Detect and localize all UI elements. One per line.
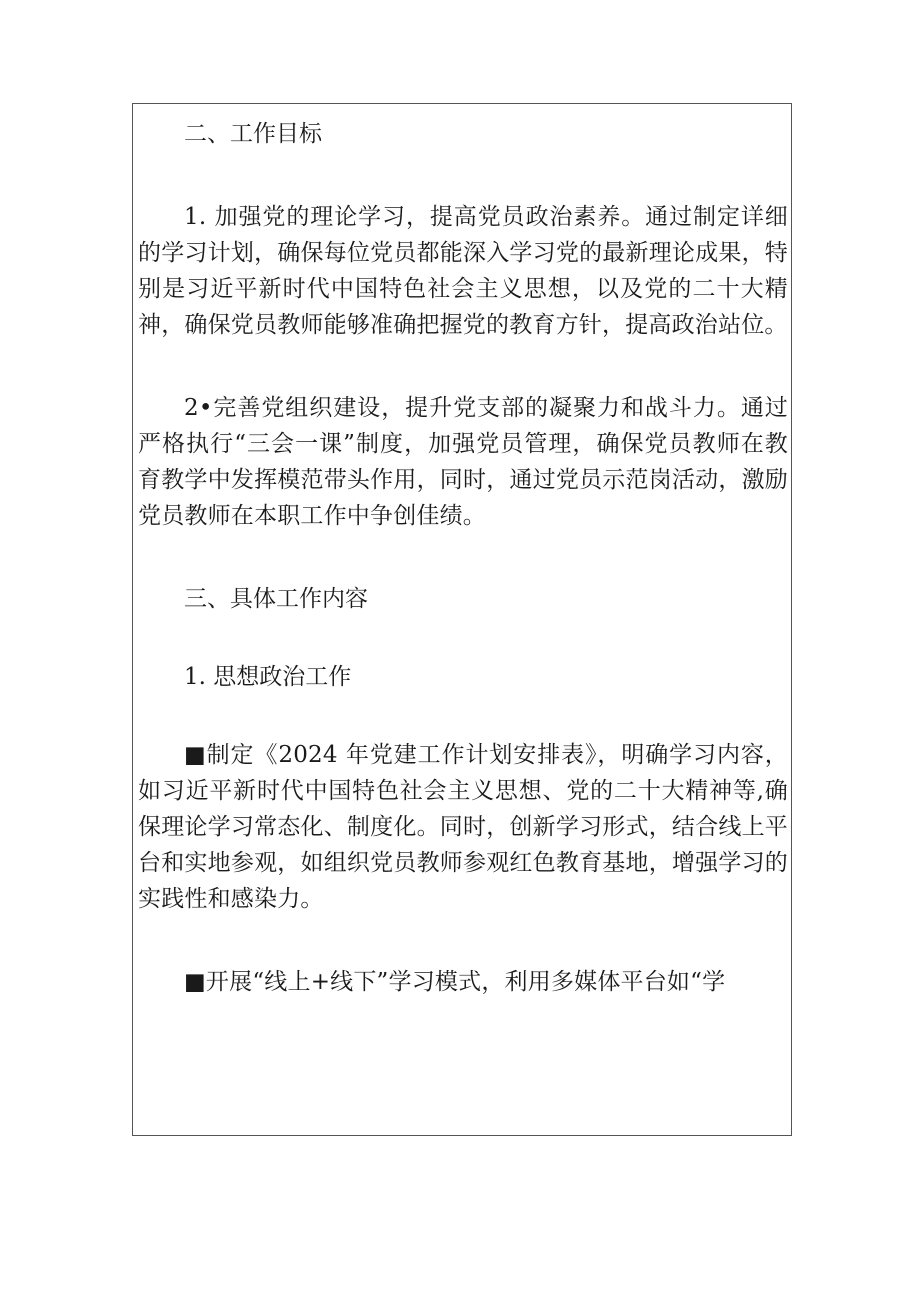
bullet-paragraph-2: ■开展“线上+线下”学习模式，利用多媒体平台如“学 (184, 969, 726, 995)
spacer (138, 917, 788, 964)
spacer (138, 343, 788, 390)
goal-item-2: 2•完善党组织建设，提升党支部的凝聚力和战斗力。通过严格执行“三会一课”制度，加强党员管理，确保党员教师在教育教学中发挥模范带头作用，同时，通过党员示范岗活动，激励党员教师在本职工作中争创佳绩。 (138, 395, 788, 529)
section-3-heading: 三、具体工作内容 (184, 586, 368, 612)
bullet-paragraph-1: ■制定《2024 年党建工作计划安排表》，明确学习内容，如习近平新时代中国特色社会主义思想、党的二十大精神等,确保理论学习常态化、制度化。同时，创新学习形式，结合线上平台和实地参观，如组织党员教师参观红色教育基地，增强学习的实践性和感染力。 (138, 742, 788, 912)
spacer (138, 617, 788, 659)
subsection-3-1-heading: 1. 思想政治工作 (184, 664, 352, 690)
spacer (138, 695, 788, 737)
document-frame (132, 103, 792, 1136)
document-content (138, 116, 788, 1000)
section-2-heading: 二、工作目标 (184, 121, 322, 147)
spacer (138, 152, 788, 199)
goal-item-1: 1. 加强党的理论学习，提高党员政治素养。通过制定详细的学习计划，确保每位党员都能深入学习党的最新理论成果，特别是习近平新时代中国特色社会主义思想，以及党的二十大精神，确保党员教师能够准确把握党的教育方针，提高政治站位。 (138, 204, 788, 338)
spacer (138, 534, 788, 581)
